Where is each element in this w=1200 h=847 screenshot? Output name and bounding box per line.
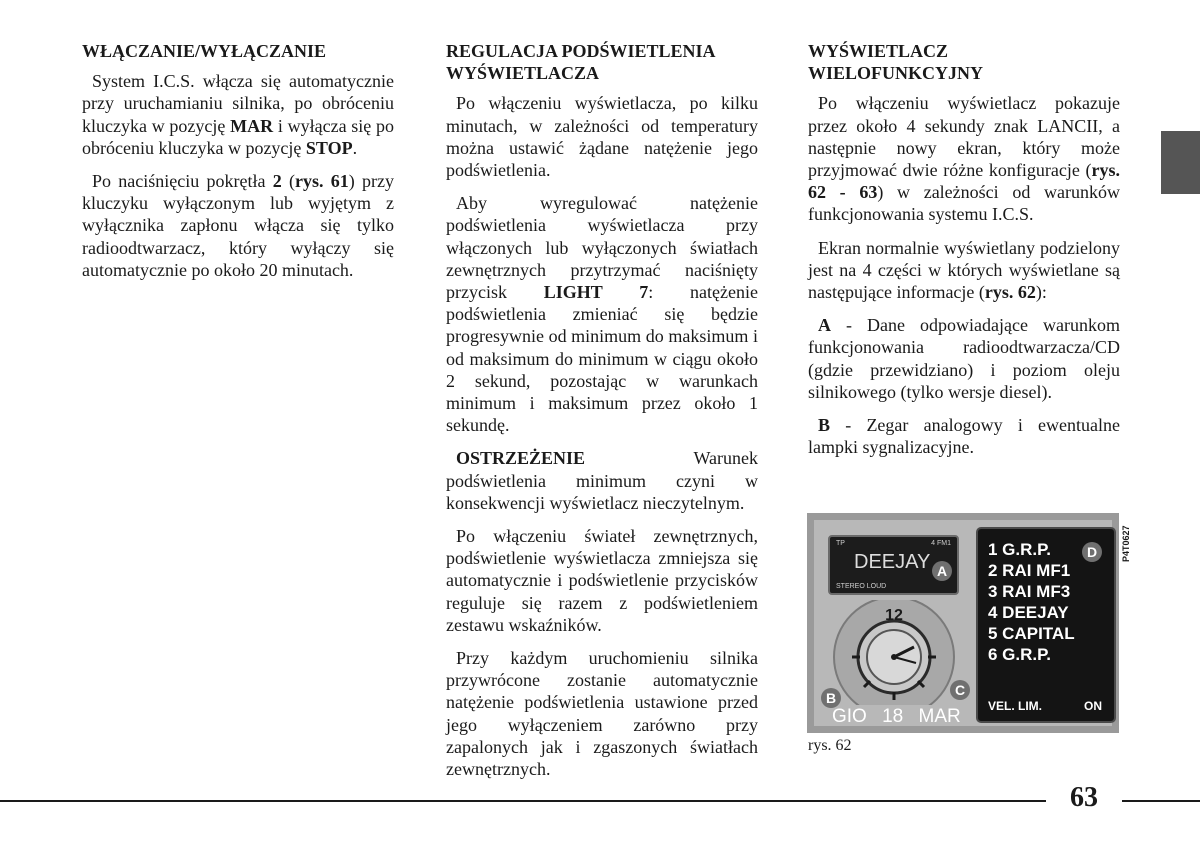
- display-figure: [807, 513, 1119, 733]
- analog-clock-icon: [822, 600, 962, 705]
- label-b-badge: B: [821, 688, 841, 708]
- section-tab-marker: [1161, 131, 1200, 194]
- station-list-item: 2 RAI MF1: [988, 561, 1071, 580]
- paragraph: Aby wyregulować natężenie podświetlenia wyświetlacza przy włączonych lub wyłączonych światłach zewnętrznych przytrzymać naciśnięty przycisk LIGHT 7: natężenie podświetlenia zmieniać się będzie progresywnie od minimum do maksimum i od maksimum do minimum w ciągu około 2 sekund, pozostając w warunkach minimum i maksimum przez około 1 sekundę.: [446, 193, 758, 436]
- footer-rule-right: [1122, 800, 1200, 802]
- station-list-item: 4 DEEJAY: [988, 603, 1069, 622]
- paragraph: Ekran normalnie wyświetlany podzielony jest na 4 części w których wyświetlane są następujące informacje (rys. 62):: [808, 237, 1120, 303]
- radio-tp-label: TP: [836, 540, 845, 547]
- paragraph: B - Zegar analogowy i ewentualne lampki sygnalizacyjne.: [808, 415, 1120, 458]
- paragraph: Przy każdym uruchomieniu silnika przywrócone zostanie automatycznie natężenie podświetlenia ustawione przed jego wyłączeniem zarówno przy zapalonych jak i zgaszonych światłach zewnętrznych.: [446, 648, 758, 780]
- column-1: [82, 40, 394, 292]
- station-list-item: 3 RAI MF3: [988, 582, 1071, 601]
- paragraph: A - Dane odpowiadające warunkom funkcjonowania radioodtwarzacza/CD (gdzie przewidziano) i poziom oleju silnikowego (tylko wersje diesel).: [808, 315, 1120, 402]
- date-display: GIO 18 MAR: [832, 706, 961, 727]
- speed-limit-status: ON: [1084, 699, 1102, 713]
- station-list-item: 1 G.R.P.: [988, 540, 1051, 559]
- radio-band-label: 4 FM1: [931, 540, 951, 547]
- figure-caption: rys. 62: [808, 737, 852, 754]
- station-list-display: [976, 527, 1116, 723]
- heading-wlaczanie: WŁĄCZANIE/WYŁĄCZANIE: [82, 41, 327, 61]
- display-panel: [814, 520, 1112, 726]
- clock-twelve-label: 12: [885, 607, 903, 624]
- paragraph-warning: OSTRZEŻENIE Warunek podświetlenia minimum czyni w konsekwencji wyświetlacz nieczytelnym.: [446, 448, 758, 513]
- column-3: [808, 40, 1120, 469]
- paragraph: Po włączeniu wyświetlacza, po kilku minutach, w zależności od temperatury można ustawić żądane natężenie jego podświetlenia.: [446, 93, 758, 181]
- paragraph: System I.C.S. włącza się automatycznie przy uruchamianiu silnika, po obróceniu kluczyka w pozycję MAR i wyłącza się po obróceniu kluczyka w pozycję STOP.: [82, 71, 395, 158]
- label-c-badge: C: [950, 680, 970, 700]
- label-a-badge: A: [932, 561, 952, 581]
- label-d-badge: D: [1082, 542, 1102, 562]
- radio-status-label: STEREO LOUD: [836, 583, 887, 590]
- paragraph: Po włączeniu wyświetlacz pokazuje przez około 4 sekundy znak LANCII, a następnie nowy ekran, który może przyjmować dwie różne konfiguracje (rys. 62 - 63) w zależności od warunków funkcjonowania systemu I.C.S.: [808, 93, 1120, 225]
- figure-code: P4T0627: [1121, 525, 1131, 562]
- speed-limit-label: VEL. LIM.: [988, 699, 1042, 713]
- page-number: 63: [1070, 782, 1098, 813]
- heading-wyswietlacz: WYŚWIETLACZ WIELOFUNKCYJNY: [808, 41, 984, 84]
- station-list-item: 5 CAPITAL: [988, 624, 1075, 643]
- heading-regulacja: REGULACJA PODŚWIETLENIA WYŚWIETLACZA: [446, 41, 715, 84]
- paragraph: Po naciśnięciu pokrętła 2 (rys. 61) przy kluczyku wyłączonym lub wyjętym z wyłącznika zapłonu włącza się tylko radioodtwarzacz, który wyłączy się automatycznie po około 20 minutach.: [82, 171, 395, 280]
- footer-rule-left: [0, 800, 1046, 802]
- station-list-item: 6 G.R.P.: [988, 645, 1051, 664]
- column-2: [446, 40, 758, 791]
- paragraph: Po włączeniu świateł zewnętrznych, podświetlenie wyświetlacza zmniejsza się automatycznie i podświetlenie przycisków reguluje się razem z podświetleniem zestawu wskaźników.: [446, 526, 758, 635]
- station-name: DEEJAY: [854, 551, 931, 573]
